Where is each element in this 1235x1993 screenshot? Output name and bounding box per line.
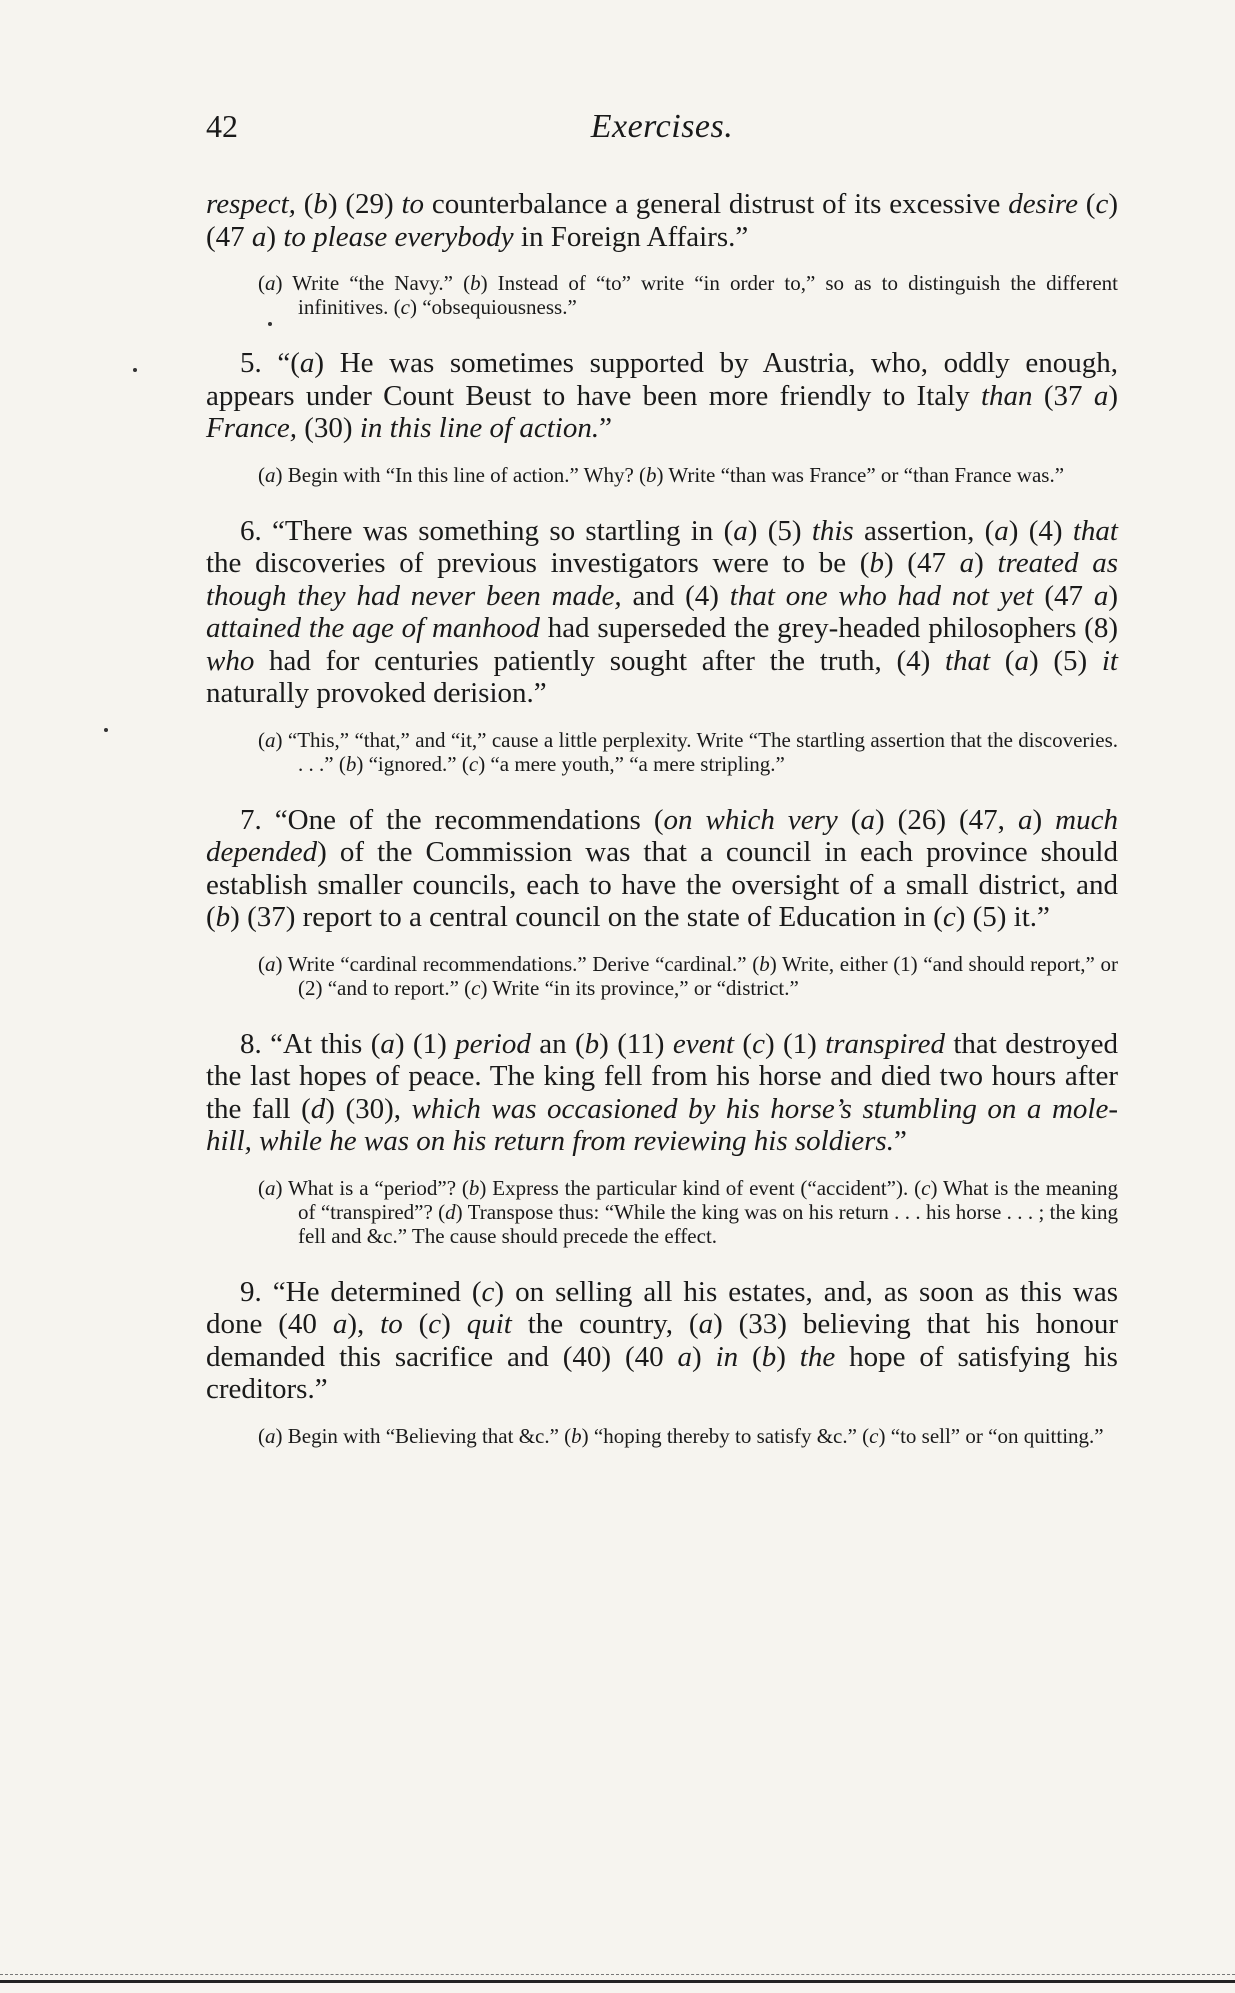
italic-text: that <box>944 644 991 677</box>
text-run: ) He was sometimes supported by Austria, who, oddly enough, appears under Count Beust to have been more friendly to Italy <box>206 347 1118 412</box>
italic-text: a <box>1017 803 1033 836</box>
text-run: ) (1) <box>764 1027 826 1060</box>
exercise-paragraph <box>206 1028 1118 1158</box>
text-run: ) Transpose thus: “While the king was on his return . . . his horse . . . ; the king fell and &c.” The cause should precede the effect. <box>298 1199 1118 1248</box>
exercise-note <box>258 952 1118 1000</box>
italic-text: event <box>672 1027 735 1060</box>
text-run: ) (5) it.” <box>955 901 1050 933</box>
italic-text: b <box>759 951 770 976</box>
text-run: ( <box>258 271 265 295</box>
spacer <box>206 710 1118 728</box>
italic-text: b <box>470 271 481 295</box>
text-run: naturally provoked derision.” <box>206 677 547 709</box>
italic-text: quit <box>466 1308 512 1340</box>
text-run: ) Instead of “to” write “in order to,” so as to distinguish the different infinitives. ( <box>298 271 1118 319</box>
italic-text: a <box>1093 579 1109 612</box>
italic-text: c <box>942 901 956 933</box>
italic-text: which was occasioned by his horse’s stumbling on a mole-hill, while he was on his return from reviewing his soldiers. <box>206 1092 1118 1157</box>
spacer <box>206 1248 1118 1276</box>
italic-text: a <box>1014 644 1029 677</box>
text-run: 8. “At this ( <box>240 1027 381 1060</box>
italic-text: in this line of action. <box>359 412 600 444</box>
text-run: ) (5) <box>747 514 812 547</box>
italic-text: the <box>799 1340 836 1373</box>
italic-text: a <box>860 803 875 836</box>
text-run: ) <box>776 1340 800 1373</box>
exercise-paragraph <box>206 515 1118 710</box>
text-run: hope of satisfying his creditors.” <box>206 1340 1118 1405</box>
page-edge-rule <box>0 1980 1235 1983</box>
italic-text: treated as though they had never been made, <box>206 547 1118 612</box>
exercise-paragraph <box>206 1276 1118 1406</box>
spacer <box>206 319 1118 347</box>
italic-text: b <box>584 1027 600 1060</box>
text-run: ), <box>347 1308 381 1340</box>
text-run: ) Write, either (1) “and should report,” or (2) “and to report.” ( <box>298 951 1118 1000</box>
italic-text: a <box>265 951 276 976</box>
text-run: had for centuries patiently sought after the truth, (4) <box>254 644 945 677</box>
italic-text: it <box>1101 644 1118 677</box>
spacer <box>206 1158 1118 1176</box>
spacer <box>206 934 1118 952</box>
text-run: ) Write “than was France” or “than France was.” <box>656 462 1065 487</box>
italic-text: c <box>400 295 410 319</box>
italic-text: a <box>332 1308 348 1340</box>
text-run: in Foreign Affairs.” <box>513 220 749 253</box>
spacer <box>206 253 1118 271</box>
italic-text: in <box>715 1340 739 1373</box>
text-run: ( <box>258 1175 265 1200</box>
book-page <box>206 108 1118 1476</box>
text-run: ( <box>990 644 1015 677</box>
spacer <box>206 487 1118 515</box>
italic-text: d <box>310 1092 326 1125</box>
text-run: ) (11) <box>599 1027 673 1060</box>
text-run: ) (4) <box>1008 514 1073 547</box>
text-run: ) Write “cardinal recommendations.” Derive “cardinal.” ( <box>275 951 760 976</box>
text-run: ) of the Commission was that a council in each province should establish smaller councils, each to have the oversight of a small district, and ( <box>206 836 1118 933</box>
text-run: ( <box>258 1423 265 1448</box>
italic-text: transpired <box>825 1027 945 1060</box>
text-run: ) “to sell” or “on quitting.” <box>878 1423 1104 1448</box>
text-run: ) “hoping thereby to satisfy &c.” ( <box>581 1423 870 1448</box>
italic-text: a <box>251 220 267 253</box>
text-run: the country, ( <box>511 1308 699 1340</box>
italic-text: a <box>265 1423 276 1448</box>
text-run: ” <box>599 412 612 444</box>
text-run: ) <box>1108 379 1118 412</box>
text-run: ) <box>1032 803 1056 836</box>
page-body <box>206 188 1118 1476</box>
text-run: ) “obsequiousness.” <box>409 295 577 319</box>
italic-text: desire <box>1008 188 1078 220</box>
stray-mark <box>133 368 137 372</box>
text-run: ( <box>738 1340 762 1373</box>
italic-text: a <box>1093 379 1109 412</box>
page-header <box>206 108 1118 158</box>
exercise-note <box>258 463 1118 487</box>
italic-text: France, <box>206 412 297 444</box>
text-run: (47 <box>1033 579 1094 612</box>
text-run: ( <box>402 1308 429 1340</box>
exercise-paragraph <box>206 347 1118 445</box>
spacer <box>206 1000 1118 1028</box>
italic-text: period <box>455 1027 531 1060</box>
italic-text: to <box>380 1308 403 1340</box>
page-number: 42 <box>206 108 238 144</box>
text-run: ) <box>441 1308 467 1340</box>
text-run: ) “ignored.” ( <box>356 751 469 776</box>
italic-text: a <box>380 1027 395 1060</box>
italic-text: a <box>698 1308 714 1340</box>
italic-text: a <box>959 547 975 579</box>
text-run: ( <box>258 951 265 976</box>
spacer <box>206 1448 1118 1476</box>
text-run: ) on selling all his estates, and, as soon as this was done (40 <box>206 1275 1118 1340</box>
exercise-paragraph <box>206 188 1118 253</box>
text-run: ( <box>1077 188 1096 220</box>
stray-mark <box>104 728 108 732</box>
text-run: ) (30), <box>325 1092 412 1125</box>
text-run: ( <box>837 803 861 836</box>
text-run: ( <box>258 462 265 487</box>
italic-text: on which very <box>663 803 838 836</box>
italic-text: b <box>345 751 357 776</box>
text-run: 7. “One of the recommendations ( <box>240 803 664 836</box>
italic-text: b <box>761 1340 777 1373</box>
text-run: ) (26) (47, <box>874 803 1018 836</box>
text-run: (30) <box>297 412 360 444</box>
italic-text: c <box>428 1308 442 1340</box>
italic-text: c <box>869 1423 879 1448</box>
text-run: ) <box>692 1340 716 1373</box>
italic-text: c <box>1095 188 1109 220</box>
text-run: ) What is a “period”? ( <box>275 1175 469 1200</box>
text-run: ) <box>1108 579 1119 612</box>
page-edge-dashed-line <box>0 1974 1235 1975</box>
exercise-note <box>258 1176 1118 1248</box>
italic-text: a <box>677 1340 693 1373</box>
italic-text: c <box>921 1175 931 1200</box>
exercise-note <box>258 1424 1118 1448</box>
text-run: ( <box>258 727 265 752</box>
text-run: ) Write “in its province,” or “district.” <box>480 975 799 1000</box>
italic-text: this <box>811 514 854 547</box>
italic-text: c <box>471 975 481 1000</box>
italic-text: who <box>206 644 255 677</box>
italic-text: a <box>265 462 276 487</box>
text-run: 5. “( <box>240 347 300 379</box>
text-run: ) “This,” “that,” and “it,” cause a little perplexity. Write “The startling assertion that the discoveries. . . .” ( <box>275 727 1118 776</box>
italic-text: b <box>646 462 657 487</box>
text-run: ) <box>974 547 998 579</box>
italic-text: b <box>215 901 231 933</box>
italic-text: to please everybody <box>283 220 514 253</box>
text-run: ( <box>734 1027 753 1060</box>
text-run: an ( <box>530 1027 585 1060</box>
text-run: ) Begin with “In this line of action.” Why? ( <box>275 462 647 487</box>
text-run: 9. “He determined ( <box>240 1275 482 1308</box>
italic-text: a <box>265 1175 276 1200</box>
text-run: the discoveries of previous investigators were to be ( <box>206 547 870 579</box>
italic-text: attained the age of manhood <box>206 612 540 644</box>
exercise-note <box>258 271 1118 319</box>
exercise-paragraph <box>206 804 1118 934</box>
text-run: ) (1) <box>394 1027 456 1060</box>
spacer <box>206 445 1118 463</box>
text-run: assertion, ( <box>853 514 995 547</box>
text-run: ) (5) <box>1028 644 1102 677</box>
text-run: and (4) <box>621 579 730 612</box>
italic-text: that one who had not yet <box>729 579 1034 612</box>
text-run: ) Write “the Navy.” ( <box>275 271 471 295</box>
text-run: ) What is the meaning of “transpired”? ( <box>298 1175 1119 1224</box>
italic-text: respect, <box>206 188 296 220</box>
italic-text: a <box>265 271 276 295</box>
exercise-note <box>258 728 1118 776</box>
text-run: (37 <box>1032 379 1094 412</box>
italic-text: much depended <box>206 803 1118 868</box>
italic-text: b <box>313 188 328 220</box>
italic-text: b <box>571 1423 582 1448</box>
italic-text: b <box>468 1175 480 1200</box>
text-run: ) (47 <box>883 547 960 579</box>
text-run: ) “a mere youth,” “a mere stripling.” <box>478 751 785 776</box>
text-run: that destroyed the last hopes of peace. The king fell from his horse and died two hours after the fall ( <box>206 1027 1118 1125</box>
italic-text: a <box>265 727 276 752</box>
italic-text: c <box>752 1027 765 1060</box>
stray-mark <box>268 322 272 326</box>
italic-text: to <box>401 188 425 220</box>
running-title: Exercises. <box>590 108 734 145</box>
italic-text: d <box>445 1199 456 1224</box>
italic-text: c <box>468 751 479 776</box>
italic-text: a <box>733 514 748 547</box>
text-run: ) (29) <box>327 188 402 220</box>
spacer <box>206 1406 1118 1424</box>
text-run: had superseded the grey-headed philosophers (8) <box>539 612 1118 644</box>
italic-text: c <box>481 1275 495 1308</box>
text-run: counterbalance a general distrust of its excessive <box>424 188 1009 220</box>
text-run: ) (47 <box>206 188 1118 253</box>
text-run: ) (37) report to a central council on the state of Education in ( <box>230 901 943 933</box>
text-run: ) (33) believing that his honour demanded this sacrifice and (40) (40 <box>206 1308 1118 1373</box>
italic-text: that <box>1072 514 1118 547</box>
text-run: ) Begin with “Believing that &c.” ( <box>275 1423 572 1448</box>
text-run: 6. “There was something so startling in ( <box>240 514 734 547</box>
italic-text: than <box>980 379 1033 412</box>
text-run: ) Express the particular kind of event (“accident”). ( <box>479 1175 922 1200</box>
italic-text: a <box>994 514 1009 547</box>
italic-text: b <box>869 547 884 579</box>
text-run: ) <box>266 220 284 253</box>
italic-text: a <box>299 347 315 379</box>
text-run: ” <box>893 1125 907 1157</box>
text-run: ( <box>295 188 314 220</box>
spacer <box>206 776 1118 804</box>
